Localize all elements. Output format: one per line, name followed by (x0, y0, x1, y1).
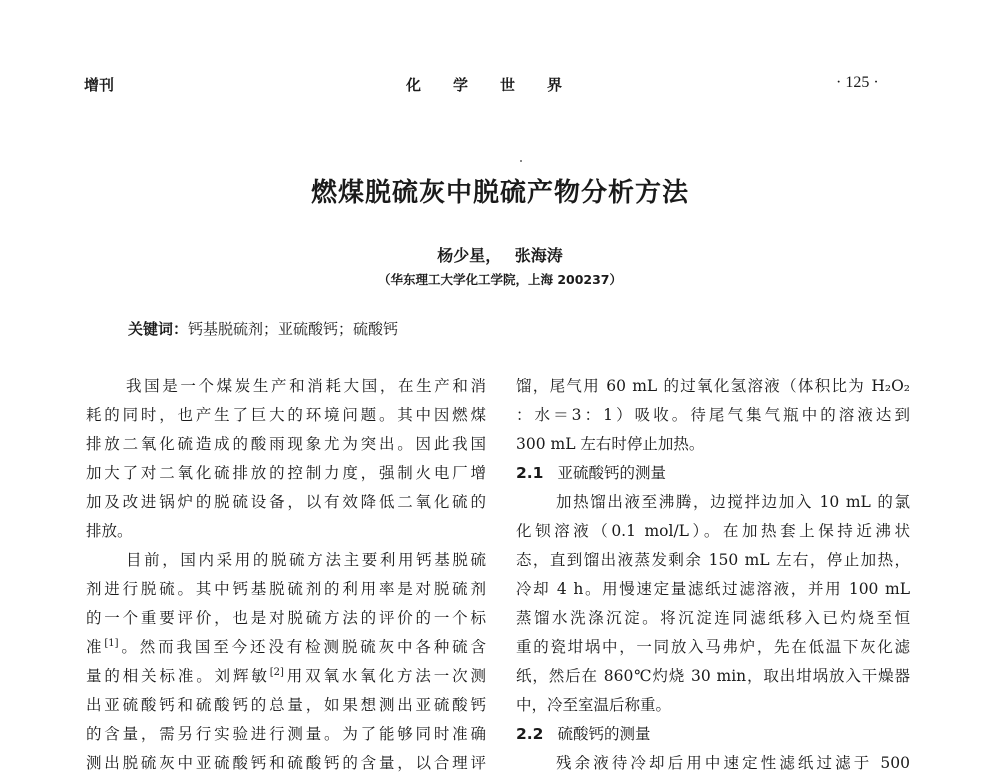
body-line: 排放二氧化硫造成的酸雨现象尤为突出。因此我国 (86, 435, 486, 453)
body-line: 剂进行脱硫。其中钙基脱硫剂的利用率是对脱硫剂 (86, 580, 486, 598)
body-text: 用双氧水氧化方法一次测 (283, 667, 486, 685)
body-line: 目前，国内采用的脱硫方法主要利用钙基脱硫 (126, 551, 486, 569)
article-affiliation: （华东理工大学化工学院，上海 200237） (377, 272, 623, 287)
article-authors: 杨少星， 张海涛 (437, 246, 563, 265)
section-number: 2.2 (516, 725, 544, 743)
keywords-label: 关键词： (128, 320, 189, 338)
body-line: 的一个重要评价，也是对脱硫方法的评价的一个标 (86, 609, 486, 627)
citation-ref-1: [1] (104, 637, 119, 649)
section-number: 2.1 (516, 464, 544, 482)
body-line: 态，直到馏出液蒸发剩余 150 mL 左右，停止加热， (516, 551, 910, 569)
body-line: 中，冷至室温后称重。 (516, 696, 672, 714)
body-line: 300 mL 左右时停止加热。 (516, 435, 705, 453)
section-heading-2-1 (516, 459, 910, 488)
body-text: 量的相关标准。刘辉敏 (86, 667, 270, 685)
citation-ref-2: [2] (269, 666, 284, 678)
body-line: 纸，然后在 860℃灼烧 30 min，取出坩埚放入干燥器 (516, 667, 910, 685)
left-column (86, 372, 486, 778)
header-supplement-label: 增刊 (84, 76, 115, 94)
body-line: 出亚硫酸钙和硫酸钙的总量，如果想测出亚硫酸钙 (86, 696, 486, 714)
body-line: 测出脱硫灰中亚硫酸钙和硫酸钙的含量，以合理评 (86, 754, 486, 772)
section-title: 硫酸钙的测量 (557, 725, 651, 743)
body-line: 我国是一个煤炭生产和消耗大国，在生产和消 (126, 377, 486, 395)
right-column (516, 372, 910, 778)
body-line: 重的瓷坩埚中，一同放入马弗炉，先在低温下灰化滤 (516, 638, 910, 656)
body-line: 加及改进锅炉的脱硫设备，以有效降低二氧化硫的 (86, 493, 486, 511)
keywords-line (128, 318, 398, 339)
body-line: 的含量，需另行实验进行测量。为了能够同时准确 (86, 725, 486, 743)
header-journal-name: 化学世界 (405, 76, 594, 94)
section-title: 亚硫酸钙的测量 (557, 464, 666, 482)
article-title: 燃煤脱硫灰中脱硫产物分析方法 (310, 178, 689, 208)
header-page-number: · 125 · (836, 74, 879, 91)
body-line: 残余液待冷却后用中速定性滤纸过滤于 500 (556, 754, 910, 772)
body-line: 排放。 (86, 522, 133, 540)
body-line: 蒸馏水洗涤沉淀。将沉淀连同滤纸移入已灼烧至恒 (516, 609, 910, 627)
body-line: 加热馏出液至沸腾，边搅拌边加入 10 mL 的氯 (556, 493, 910, 511)
body-line: 化钡溶液（0.1 mol/L）。在加热套上保持近沸状 (516, 522, 910, 540)
body-text: 。然而我国至今还没有检测脱硫灰中各种硫含 (118, 638, 486, 656)
scan-speck (520, 160, 522, 162)
body-line: 冷却 4 h。用慢速定量滤纸过滤溶液，并用 100 mL (516, 580, 910, 598)
body-line: ：水＝3：1）吸收。待尾气集气瓶中的溶液达到 (516, 406, 910, 424)
body-line: 加大了对二氧化硫排放的控制力度，强制火电厂增 (86, 464, 486, 482)
body-text: 准 (86, 638, 105, 656)
body-line-with-citation (86, 633, 486, 662)
body-line: 耗的同时，也产生了巨大的环境问题。其中因燃煤 (86, 406, 486, 424)
body-line: 馏，尾气用 60 mL 的过氧化氢溶液（体积比为 H₂O₂ (516, 377, 910, 395)
section-heading-2-2 (516, 720, 910, 749)
body-line-with-citation (86, 662, 486, 691)
keywords-text: 钙基脱硫剂；亚硫酸钙；硫酸钙 (188, 320, 399, 338)
